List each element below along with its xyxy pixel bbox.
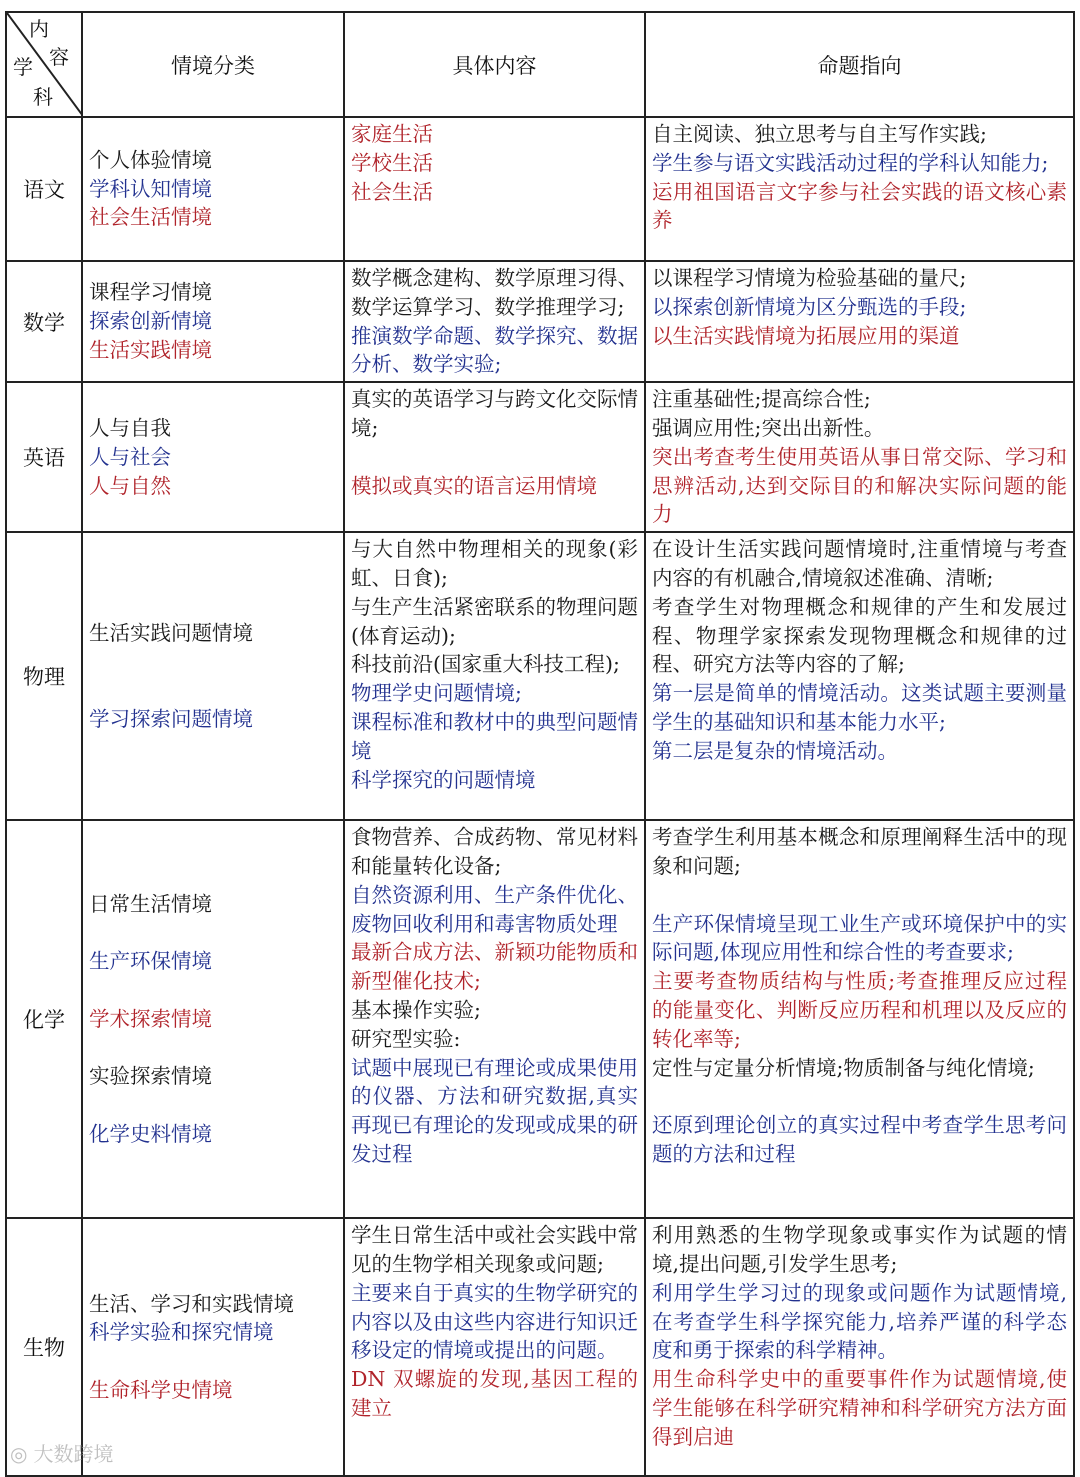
text-line: 试题中展现已有理论或成果使用的仪器、方法和研究数据,真实再现已有理论的发现或成果的研发过程	[351, 1055, 638, 1166]
blank-line	[89, 918, 337, 947]
text-line: 生活实践问题情境	[89, 620, 253, 645]
text-line: 社会生活情境	[89, 205, 212, 230]
header-content: 具体内容	[344, 12, 645, 117]
text-line: 用生命科学史中的重要事件作为试题情境,使学生能够在科学研究精神和科学研究方法方面得到启迪	[652, 1367, 1067, 1449]
situation-cell	[82, 532, 344, 820]
direction-cell	[645, 261, 1074, 382]
text-line: 研究型实验:	[351, 1026, 461, 1051]
text-line: 以探索创新情境为区分甄选的手段;	[652, 294, 967, 319]
blank-line	[652, 1082, 1067, 1111]
text-line: 与生产生活紧密联系的物理问题(体育运动);	[351, 594, 638, 648]
direction-cell	[645, 382, 1074, 532]
table-row	[6, 820, 1074, 1218]
corner-content-label-1: 内	[29, 17, 49, 41]
text-line: 日常生活情境	[89, 891, 212, 916]
blank-line	[89, 976, 337, 1005]
text-line: 主要来自于真实的生物学研究的内容以及由这些内容进行知识迁移设定的情境或提出的问题。	[351, 1280, 638, 1363]
situation-cell	[82, 117, 344, 261]
blank-line	[89, 1091, 337, 1120]
text-line: 食物营养、合成药物、常见材料和能量转化设备;	[351, 825, 638, 878]
text-line: 基本操作实验;	[351, 997, 481, 1022]
content-cell	[344, 117, 645, 261]
text-line: 以课程学习情境为检验基础的量尺;	[652, 266, 967, 290]
text-line: 实验探索情境	[89, 1064, 212, 1089]
header-row	[6, 12, 1074, 117]
text-line: 学校生活	[351, 150, 433, 175]
corner-subject-label-1: 学	[13, 55, 33, 79]
subject-cell: 数学	[6, 261, 82, 382]
subject-cell: 化学	[6, 820, 82, 1218]
table-row	[6, 261, 1074, 382]
text-line: 学科认知情境	[89, 176, 212, 201]
direction-cell	[645, 820, 1074, 1218]
text-line: 主要考查物质结构与性质;考查推理反应过程的能量变化、判断反应历程和机理以及反应的转化率等;	[652, 969, 1067, 1051]
corner-subject-label-2: 科	[33, 85, 53, 109]
text-line: 在设计生活实践问题情境时,注重情境与考查内容的有机融合,情境叙述准确、清晰;	[652, 537, 1067, 590]
text-line: 最新合成方法、新颖功能物质和新型催化技术;	[351, 940, 638, 994]
corner-content-label-2: 容	[49, 45, 69, 69]
text-line: 科技前沿(国家重大科技工程);	[351, 652, 620, 677]
text-line: 探索创新情境	[89, 309, 212, 334]
text-line: 推演数学命题、数学探究、数据分析、数学实验;	[351, 323, 638, 377]
text-line: 课程标准和教材中的典型问题情境	[351, 709, 638, 763]
text-line: 第二层是复杂的情境活动。	[652, 738, 898, 763]
text-line: 利用熟悉的生物学现象或事实作为试题的情境,提出问题,引发学生思考;	[652, 1223, 1067, 1276]
text-line: 生产环保情境	[89, 949, 212, 974]
direction-cell	[645, 532, 1074, 820]
direction-cell	[645, 1218, 1074, 1476]
text-line: 强调应用性;突出出新性。	[652, 415, 885, 440]
table-row	[6, 1218, 1074, 1476]
subject-cell: 语文	[6, 117, 82, 261]
corner-header	[6, 12, 82, 117]
content-cell	[344, 1218, 645, 1476]
text-line: 第一层是简单的情境活动。这类试题主要测量学生的基础知识和基本能力水平;	[652, 681, 1067, 734]
text-line: 社会生活	[351, 179, 433, 204]
blank-line	[89, 1034, 337, 1063]
subject-cell: 物理	[6, 532, 82, 820]
text-line: 人与自然	[89, 473, 171, 498]
blank-line	[89, 647, 337, 676]
table-row	[6, 382, 1074, 532]
text-line: 人与社会	[89, 444, 171, 469]
text-line: 科学探究的问题情境	[351, 767, 536, 792]
blank-line	[89, 1347, 337, 1376]
direction-cell	[645, 117, 1074, 261]
text-line: 考查学生对物理概念和规律的产生和发展过程、物理学家探索发现物理概念和规律的过程、研究方法等内容的了解;	[652, 594, 1067, 677]
text-line: 以生活实践情境为拓展应用的渠道	[652, 323, 960, 348]
situation-cell	[82, 820, 344, 1218]
text-line: 学习探索问题情境	[89, 706, 253, 731]
text-line: 生活实践情境	[89, 337, 212, 362]
text-line: 还原到理论创立的真实过程中考查学生思考问题的方法和过程	[652, 1113, 1067, 1166]
text-line: 自然资源利用、生产条件优化、废物回收利用和毒害物质处理	[351, 882, 638, 936]
watermark: ◎ 大数跨境	[10, 1442, 114, 1466]
text-line: 突出考查考生使用英语从事日常交际、学习和思辨活动,达到交际目的和解决实际问题的能力	[652, 444, 1067, 527]
text-line: DN 双螺旋的发现,基因工程的建立	[351, 1367, 638, 1420]
content-cell	[344, 532, 645, 820]
content-cell	[344, 261, 645, 382]
weibo-icon: ◎	[10, 1442, 28, 1466]
text-line: 个人体验情境	[89, 147, 212, 172]
text-line: 学生日常生活中或社会实践中常见的生物学相关现象或问题;	[351, 1223, 638, 1276]
blank-line	[351, 443, 638, 472]
text-line: 定性与定量分析情境;物质制备与纯化情境;	[652, 1055, 1035, 1080]
text-line: 学术探索情境	[89, 1006, 212, 1031]
blank-line	[89, 676, 337, 705]
text-line: 化学史料情境	[89, 1121, 212, 1146]
table-row	[6, 532, 1074, 820]
text-line: 考查学生利用基本概念和原理阐释生活中的现象和问题;	[652, 825, 1067, 878]
subject-cell: 英语	[6, 382, 82, 532]
text-line: 家庭生活	[351, 122, 433, 146]
text-line: 生命科学史情境	[89, 1377, 233, 1402]
blank-line	[652, 881, 1067, 910]
text-line: 运用祖国语言文字参与社会实践的语文核心素养	[652, 179, 1067, 233]
text-line: 与大自然中物理相关的现象(彩虹、日食);	[351, 537, 638, 590]
text-line: 真实的英语学习与跨文化交际情境;	[351, 387, 638, 440]
text-line: 自主阅读、独立思考与自主写作实践;	[652, 122, 987, 146]
text-line: 模拟或真实的语言运用情境	[351, 473, 597, 498]
table-row	[6, 117, 1074, 261]
text-line: 物理学史问题情境;	[351, 681, 522, 706]
text-line: 人与自我	[89, 415, 171, 440]
subject-cell: 生物	[6, 1218, 82, 1476]
text-line: 生活、学习和实践情境	[89, 1291, 294, 1316]
text-line: 利用学生学习过的现象或问题作为试题情境,在考查学生科学探究能力,培养严谨的科学态度和勇于探索的科学精神。	[652, 1280, 1067, 1363]
text-line: 生产环保情境呈现工业生产或环境保护中的实际问题,体现应用性和综合性的考查要求;	[652, 911, 1067, 965]
text-line: 数学概念建构、数学原理习得、数学运算学习、数学推理学习;	[351, 266, 638, 319]
situation-cell	[82, 382, 344, 532]
subject-situation-table	[5, 11, 1075, 1477]
text-line: 课程学习情境	[89, 280, 212, 305]
situation-cell	[82, 261, 344, 382]
text-line: 注重基础性;提高综合性;	[652, 387, 871, 412]
situation-cell	[82, 1218, 344, 1476]
text-line: 科学实验和探究情境	[89, 1320, 274, 1345]
text-line: 学生参与语文实践活动过程的学科认知能力;	[652, 150, 1049, 175]
content-cell	[344, 820, 645, 1218]
header-direction: 命题指向	[645, 12, 1074, 117]
header-situation: 情境分类	[82, 12, 344, 117]
content-cell	[344, 382, 645, 532]
